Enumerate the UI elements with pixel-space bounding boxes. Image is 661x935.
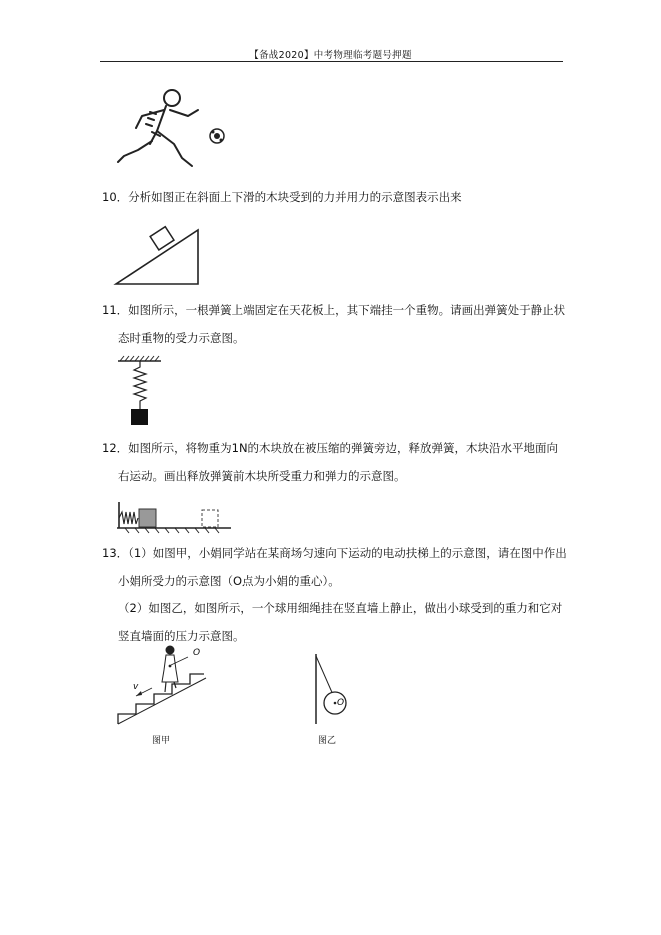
point-o-label: O — [337, 698, 345, 708]
question-13 — [102, 540, 570, 650]
incline-figure — [112, 224, 202, 288]
soccer-player-figure — [112, 86, 237, 174]
question-number: 11． — [102, 303, 129, 317]
question-12 — [102, 435, 570, 490]
question-text: 分析如图正在斜面上下滑的木块受到的力并用力的示意图表示出来 — [128, 190, 462, 204]
ball-on-wall-figure — [308, 652, 354, 726]
question-text: 如图所示，一根弹簧上端固定在天花板上，其下端挂一个重物。请画出弹簧处于静止状 — [128, 303, 566, 317]
question-number: 10． — [102, 190, 129, 204]
question-text: 如图所示，将物重为1N的木块放在被压缩的弹簧旁边，释放弹簧，木块沿水平地面向 — [128, 441, 559, 455]
page-header: 【备战2020】中考物理临考题号押题 — [249, 50, 412, 61]
question-text: 小娟所受力的示意图（O点为小娟的重心）。 — [118, 573, 340, 588]
question-11 — [102, 297, 570, 352]
figure-jia-caption: 图甲 — [152, 736, 171, 746]
question-number: 12． — [102, 441, 129, 455]
question-10 — [102, 184, 570, 212]
question-text: 竖直墙面的压力示意图。 — [118, 628, 245, 643]
hanging-spring-figure — [117, 355, 163, 427]
figure-yi-caption: 图乙 — [318, 736, 337, 746]
question-number: 13． — [102, 546, 129, 560]
header-rule — [100, 61, 563, 62]
question-text: 态时重物的受力示意图。 — [118, 330, 245, 345]
question-text: 右运动。画出释放弹簧前木块所受重力和弹力的示意图。 — [118, 468, 406, 483]
question-text: （1）如图甲，小娟同学站在某商场匀速向下运动的电动扶梯上的示意图，请在图中作出 — [128, 546, 567, 560]
question-text: （2）如图乙，如图所示，一个球用细绳挂在竖直墙上静止，做出小球受到的重力和它对 — [118, 601, 563, 615]
velocity-label: v — [133, 682, 139, 692]
point-o-label: O — [193, 648, 201, 658]
compressed-spring-figure — [115, 500, 233, 534]
